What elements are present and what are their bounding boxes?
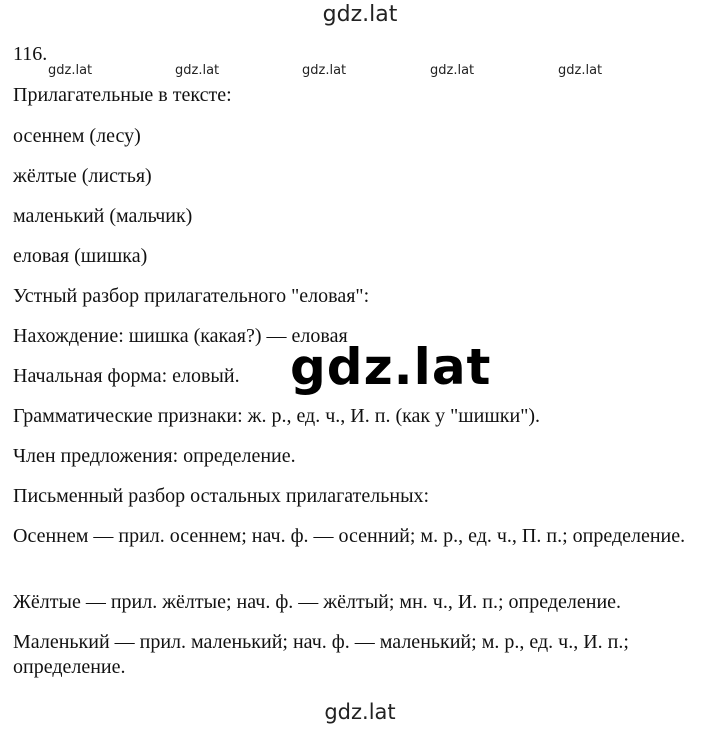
- text-line-9: Грамматические признаки: ж. р., ед. ч., И. п. (как у "шишки").: [13, 405, 541, 427]
- text-line-10: Член предложения: определение.: [13, 445, 296, 467]
- watermark-bottom: gdz.lat: [324, 700, 396, 724]
- text-line-3: жёлтые (листья): [13, 165, 152, 187]
- text-line-13: Жёлтые — прил. жёлтые; нач. ф. — жёлтый; мн. ч., И. п.; определение.: [13, 591, 622, 613]
- text-line-1: Прилагательные в тексте:: [13, 84, 232, 106]
- watermark-row-2: gdz.lat: [175, 63, 220, 78]
- text-line-8: Начальная форма: еловый.: [13, 365, 240, 387]
- watermark-row-1: gdz.lat: [48, 63, 93, 78]
- text-line-4: маленький (мальчик): [13, 205, 193, 227]
- watermark-center: gdz.lat: [290, 338, 492, 396]
- text-line-12: Осеннем — прил. осеннем; нач. ф. — осенний; м. р., ед. ч., П. п.; определение.: [13, 525, 686, 547]
- exercise-number: 116.: [13, 43, 48, 65]
- text-line-7: Нахождение: шишка (какая?) — еловая: [13, 325, 348, 347]
- text-line-14: Маленький — прил. маленький; нач. ф. — маленький; м. р., ед. ч., И. п.; определение.: [13, 631, 629, 678]
- watermark-row-3: gdz.lat: [302, 63, 347, 78]
- text-line-2: осеннем (лесу): [13, 125, 141, 147]
- watermark-top: gdz.lat: [322, 2, 398, 27]
- text-line-11: Письменный разбор остальных прилагательных:: [13, 485, 430, 507]
- text-line-6: Устный разбор прилагательного "еловая":: [13, 285, 370, 307]
- text-line-5: еловая (шишка): [13, 245, 148, 267]
- watermark-row-5: gdz.lat: [558, 63, 603, 78]
- watermark-row-4: gdz.lat: [430, 63, 475, 78]
